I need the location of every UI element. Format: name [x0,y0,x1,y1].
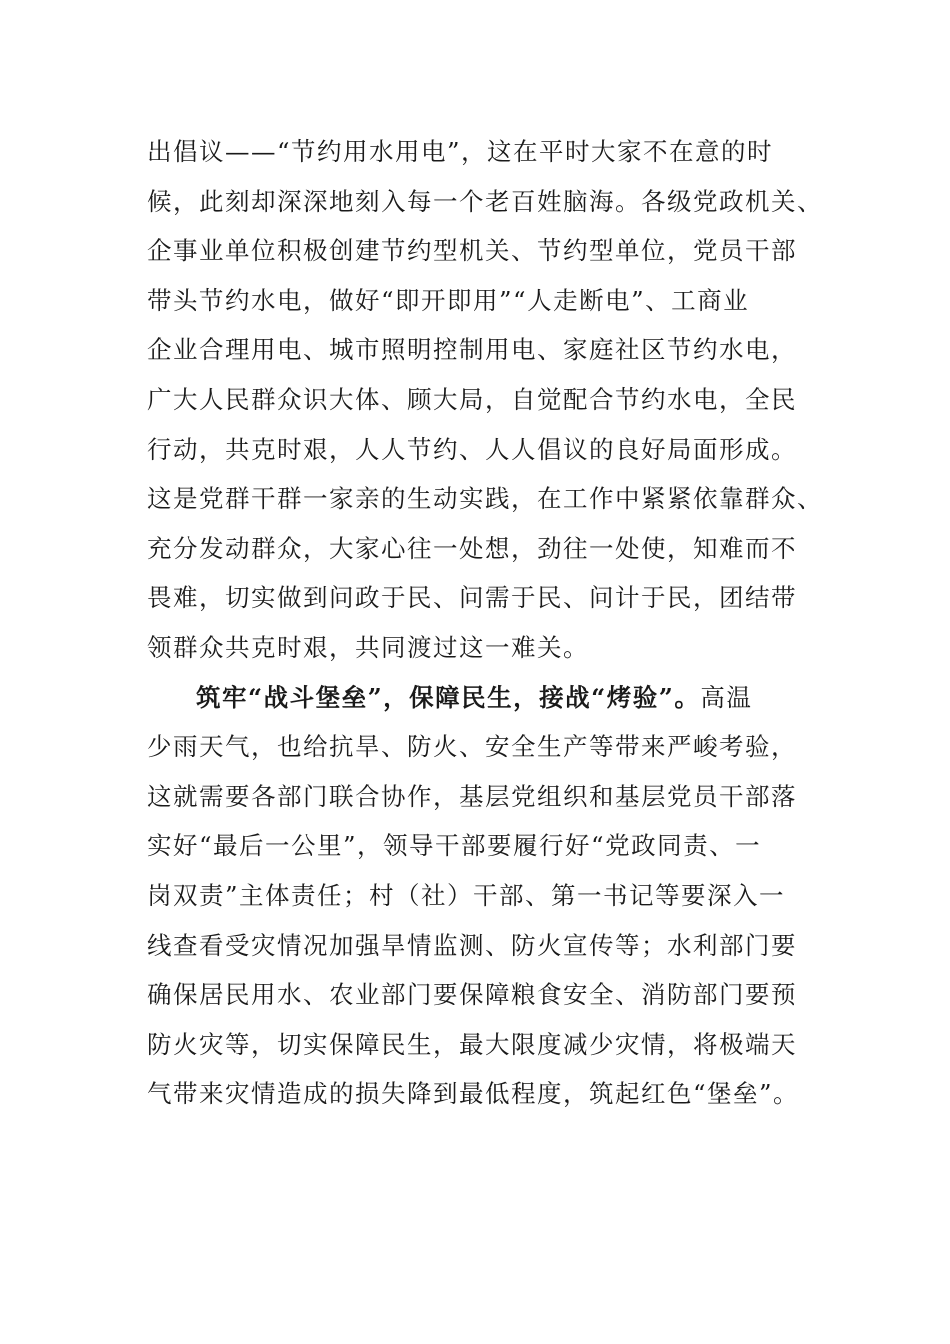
document-body [147,127,823,1119]
paragraph-line: 少雨天气，也给抗旱、防火、安全生产等带来严峻考验， [147,732,797,762]
paragraph-line: 出倡议——“节约用水用电”，这在平时大家不在意的时 [147,137,774,166]
paragraph-line: 企事业单位积极创建节约型机关、节约型单位，党员干部 [147,236,797,266]
paragraph-line: 广大人民群众识大体、顾大局，自觉配合节约水电，全民 [147,384,797,414]
paragraph-line: 企业合理用电、城市照明控制用电、家庭社区节约水电， [147,335,797,365]
paragraph-line: 这是党群干群一家亲的生动实践，在工作中紧紧依靠群众、 [147,484,823,514]
paragraph-line: 领群众共克时艰，共同渡过这一难关。 [147,632,589,662]
paragraph-line: 行动，共克时艰，人人节约、人人倡议的良好局面形成。 [147,434,797,464]
paragraph-line: 岗双责”主体责任；村（社）干部、第一书记等要深入一 [147,880,786,910]
paragraph-line: 气带来灾情造成的损失降到最低程度，筑起红色“堡垒”。 [147,1079,800,1109]
paragraph-line: 这就需要各部门联合协作，基层党组织和基层党员干部落 [147,781,797,811]
paragraph-line: 确保居民用水、农业部门要保障粮食安全、消防部门要预 [147,980,797,1010]
paragraph-line: 带头节约水电，做好“即开即用”“人走断电”、工商业 [147,285,750,315]
paragraph-2 [147,673,807,1119]
paragraph-first-line-rest: 高温 [700,682,753,712]
paragraph-1 [147,127,823,673]
paragraph-line: 线查看受灾情况加强旱情监测、防火宣传等；水利部门要 [147,930,797,960]
paragraph-line: 防火灾等，切实保障民生，最大限度减少灾情，将极端天 [147,1029,797,1059]
paragraph-line: 畏难，切实做到问政于民、问需于民、问计于民，团结带 [147,583,797,613]
paragraph-first-line [147,673,807,723]
paragraph-heading: 筑牢“战斗堡垒”，保障民生，接战“烤验”。 [196,682,701,712]
paragraph-line: 实好“最后一公里”，领导干部要履行好“党政同责、一 [147,831,762,861]
paragraph-line: 充分发动群众，大家心往一处想，劲往一处使，知难而不 [147,533,797,563]
paragraph-line: 候，此刻却深深地刻入每一个老百姓脑海。各级党政机关、 [147,186,823,216]
